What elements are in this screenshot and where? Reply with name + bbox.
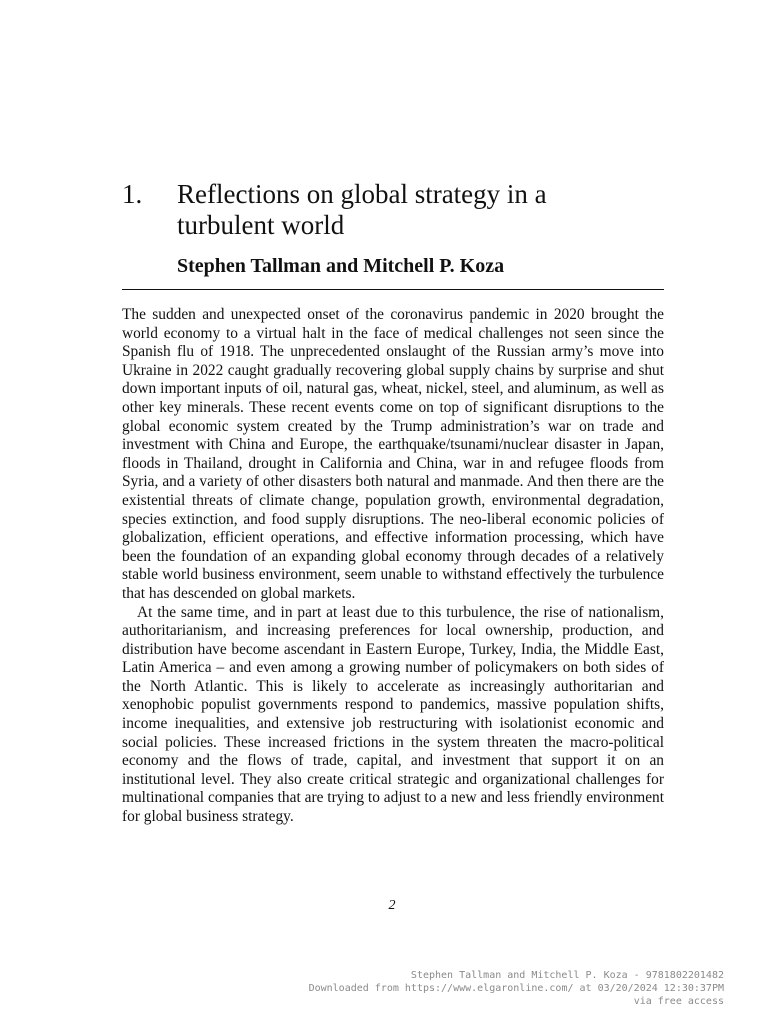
chapter-number: 1. [122, 179, 143, 209]
title-divider [122, 289, 664, 290]
footer-access-note: via free access [633, 996, 724, 1007]
chapter-title-row [122, 179, 662, 241]
footer-download-info: Downloaded from https://www.elgaronline.com/ at 03/20/2024 12:30:37PM [308, 983, 724, 994]
paragraph-2: At the same time, and in part at least due to this turbulence, the rise of nationalism, authoritarianism, and increasing preferences for local ownership, production, and distribution have become ascendant in Eastern Europe, Turkey, India, the Middle East, Latin America – and even among a growing number of policymakers on both sides of the North Atlantic. This is likely to accelerate as increasingly authoritarian and xenophobic populist governments respond to pandemics, massive population shifts, income inequalities, and extensive job restructuring with isolationist economic and social policies. These increased frictions in the system threaten the macro-political economy and the flows of trade, capital, and investment that support it on an institutional level. They also create critical strategic and organizational challenges for multinational companies that are trying to adjust to a new and less friendly environment for global business strategy. [122, 603, 664, 826]
download-footer [309, 969, 724, 1008]
footer-citation: Stephen Tallman and Mitchell P. Koza - 9781802201482 [410, 970, 724, 981]
chapter-authors: Stephen Tallman and Mitchell P. Koza [177, 255, 505, 277]
chapter-title: Reflections on global strategy in a turbulent world [177, 179, 547, 240]
page-number: 2 [388, 898, 396, 913]
body-text [122, 306, 664, 827]
chapter-heading [122, 179, 662, 278]
paragraph-1: The sudden and unexpected onset of the coronavirus pandemic in 2020 brought the world economy to a virtual halt in the face of medical challenges not seen since the Spanish flu of 1918. The unprecedented onslaught of the Russian army’s move into Ukraine in 2022 caught gradually recovering global supply chains by surprise and shut down important inputs of oil, natural gas, wheat, nickel, steel, and aluminum, as well as other key minerals. These recent events come on top of significant disruptions to the global economic system created by the Trump administration’s war on trade and investment with China and Europe, the earthquake/tsunami/nuclear disaster in Japan, floods in Thailand, drought in California and China, war in and refugee floods from Syria, and a variety of other disasters both natural and manmade. And then there are the existential threats of climate change, population growth, environmental degradation, species extinction, and food supply disruptions. The neo-liberal economic policies of globalization, efficient operations, and effective information processing, which have been the foundation of an expanding global economy through decades of a relatively stable world business environment, seem unable to withstand effectively the turbulence that has descended on global markets. [122, 306, 664, 602]
